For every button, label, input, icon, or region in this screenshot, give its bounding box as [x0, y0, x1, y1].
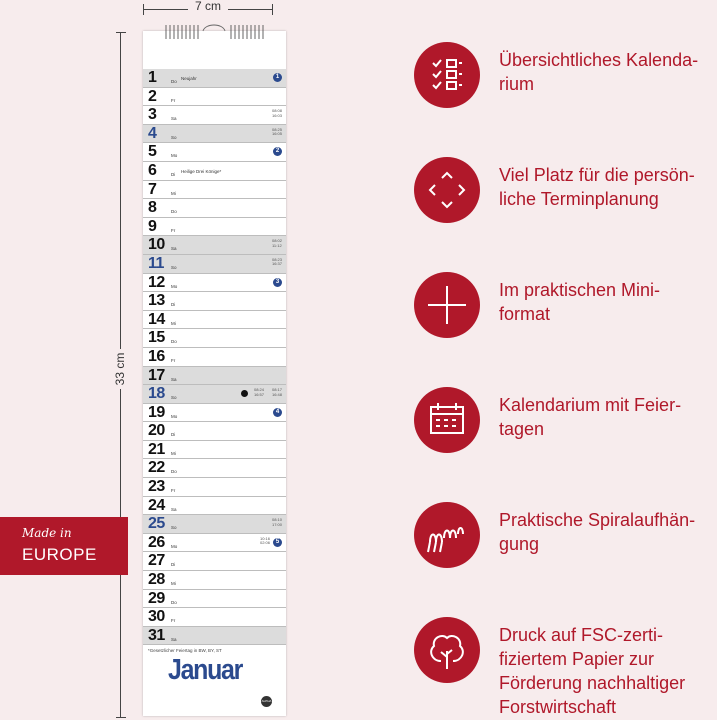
sun-times: 08:08 16:03: [271, 108, 282, 118]
day-number: 11: [148, 254, 164, 272]
moon-times: 08:24 16:57: [253, 387, 264, 397]
weekday-abbr: Mi: [171, 450, 176, 456]
sun-times: 08:10 17:00: [271, 517, 282, 527]
week-number-badge: 1: [273, 73, 282, 82]
calendar-day-row: [143, 236, 286, 255]
weekday-abbr: Di: [171, 432, 176, 438]
weekday-abbr: Fr: [171, 488, 176, 494]
badge-script-text: Made in: [22, 526, 72, 540]
day-number: 24: [148, 496, 165, 514]
calendar-day-row: [143, 255, 286, 274]
weekday-abbr: Mi: [171, 581, 176, 587]
day-number: 26: [148, 533, 165, 551]
week-number-badge: 5: [273, 538, 282, 547]
weekday-abbr: Sa: [171, 376, 177, 382]
calendar-day-row: [143, 459, 286, 478]
day-number: 14: [148, 310, 165, 328]
sun-times: 10:16 02:06: [259, 535, 270, 546]
weekday-abbr: Di: [171, 562, 176, 568]
day-number: 6: [148, 161, 157, 179]
weekday-abbr: So: [171, 134, 177, 140]
sun-times: 08:17 16:48: [271, 387, 282, 397]
weekday-abbr: Fr: [171, 227, 176, 233]
weekday-abbr: Mo: [171, 153, 178, 159]
holiday-label: Neujahr: [181, 76, 197, 81]
plus-icon: [414, 272, 480, 338]
calendar-day-row: [143, 69, 286, 88]
day-number: 28: [148, 571, 165, 589]
day-number: 23: [148, 478, 165, 496]
tree-icon: [414, 617, 480, 683]
day-number: 22: [148, 459, 165, 477]
moon-phase-icon: [241, 390, 248, 397]
weekday-abbr: Fr: [171, 618, 176, 624]
calendar-day-row: [143, 385, 286, 404]
day-number: 18: [148, 385, 165, 403]
day-number: 13: [148, 292, 165, 310]
calendar-day-row: [143, 88, 286, 107]
feature-text: Praktische Spiralaufhän- gung: [499, 510, 696, 554]
expand-arrows-icon: [414, 157, 480, 223]
calendar-day-row: [143, 125, 286, 144]
height-dimension: [113, 32, 127, 718]
calendar-day-row: [143, 348, 286, 367]
calendar-day-row: [143, 497, 286, 516]
spiral-icon: [414, 502, 480, 568]
weekday-abbr: Fr: [171, 357, 176, 363]
day-number: 7: [148, 180, 157, 198]
brand-logo: ALPHA: [261, 696, 272, 707]
day-number: 31: [148, 626, 165, 644]
sun-times: 08:25 16:05: [271, 126, 282, 137]
weekday-abbr: Mo: [171, 413, 178, 419]
day-number: 3: [148, 106, 157, 124]
spiral-binding-icon: [143, 21, 286, 43]
month-title: Januar: [168, 654, 243, 686]
holiday-label: Heilige Drei Könige*: [181, 168, 222, 174]
weekday-abbr: So: [171, 395, 177, 401]
calendar-day-row: [143, 367, 286, 386]
weekday-abbr: Mo: [171, 283, 178, 289]
weekday-abbr: Do: [171, 339, 177, 345]
width-label: 7 cm: [188, 0, 228, 13]
day-number: 21: [148, 440, 165, 458]
made-in-europe-badge: [0, 517, 128, 575]
weekday-abbr: Do: [171, 469, 177, 475]
calendar-day-row: [143, 534, 286, 553]
calendar-day-row: [143, 106, 286, 125]
weekday-abbr: Mi: [171, 190, 176, 196]
calendar-day-row: [143, 274, 286, 293]
calendar-day-row: [143, 311, 286, 330]
week-number-badge: 2: [273, 147, 282, 156]
calendar-day-row: [143, 627, 286, 646]
week-number-badge: 4: [273, 408, 282, 417]
calendar-day-row: [143, 608, 286, 627]
week-number-badge: 3: [273, 278, 282, 287]
calendar-icon: [414, 387, 480, 453]
wall-calendar: [143, 31, 286, 716]
day-number: 20: [148, 422, 165, 440]
weekday-abbr: Do: [171, 209, 177, 215]
day-number: 12: [148, 273, 165, 291]
weekday-abbr: Di: [171, 302, 176, 308]
feature-text: Viel Platz für die persön- liche Terminplanung: [499, 165, 695, 209]
calendar-day-row: [143, 199, 286, 218]
sun-times: 08:02 11:12: [271, 238, 282, 248]
day-number: 27: [148, 552, 165, 570]
sun-times: 08:23 16:37: [271, 256, 282, 267]
calendar-day-row: [143, 478, 286, 497]
day-number: 19: [148, 403, 165, 421]
calendar-day-row: [143, 329, 286, 348]
holiday-footnote: *Gesetzlicher Feiertag in BW, BY, ST: [148, 648, 222, 653]
width-dimension: [143, 0, 273, 20]
weekday-abbr: Sa: [171, 636, 177, 642]
day-number: 17: [148, 366, 165, 384]
feature-text: Druck auf FSC-zerti- fiziertem Papier zur Förderung nachhaltiger Forstwirtschaft: [499, 625, 686, 717]
feature-text: Übersichtliches Kalenda- rium: [499, 50, 699, 94]
weekday-abbr: So: [171, 264, 177, 270]
day-number: 30: [148, 608, 165, 626]
calendar-day-row: [143, 143, 286, 162]
calendar-day-row: [143, 181, 286, 200]
height-label: 33 cm: [113, 349, 127, 389]
badge-label: EUROPE: [22, 545, 97, 564]
day-number: 16: [148, 347, 165, 365]
weekday-abbr: Sa: [171, 116, 177, 122]
day-number: 5: [148, 143, 157, 161]
day-number: 25: [148, 515, 165, 533]
weekday-abbr: Sa: [171, 246, 177, 252]
feature-text: Im praktischen Mini- format: [499, 280, 661, 324]
day-number: 2: [148, 87, 157, 105]
calendar-day-row: [143, 292, 286, 311]
weekday-abbr: Mi: [171, 320, 176, 326]
weekday-abbr: Mo: [171, 543, 178, 549]
weekday-abbr: Di: [171, 171, 176, 177]
weekday-abbr: Do: [171, 599, 177, 605]
calendar-day-row: [143, 571, 286, 590]
calendar-day-row: [143, 515, 286, 534]
day-number: 8: [148, 199, 157, 217]
day-number: 9: [148, 217, 157, 235]
weekday-abbr: Sa: [171, 506, 177, 512]
calendar-day-row: [143, 552, 286, 571]
day-number: 29: [148, 589, 165, 607]
weekday-abbr: Fr: [171, 97, 176, 103]
day-number: 15: [148, 329, 165, 347]
day-list: [143, 69, 286, 645]
calendar-day-row: [143, 162, 286, 181]
calendar-day-row: [143, 441, 286, 460]
weekday-abbr: So: [171, 525, 177, 531]
day-number: 4: [148, 124, 157, 142]
weekday-abbr: Do: [171, 79, 177, 84]
checklist-icon: [414, 42, 480, 108]
day-number: 1: [148, 69, 157, 86]
calendar-day-row: [143, 590, 286, 609]
day-number: 10: [148, 236, 165, 254]
calendar-day-row: [143, 404, 286, 423]
feature-text: Kalendarium mit Feier- tagen: [499, 395, 682, 439]
calendar-day-row: [143, 218, 286, 237]
calendar-day-row: [143, 422, 286, 441]
